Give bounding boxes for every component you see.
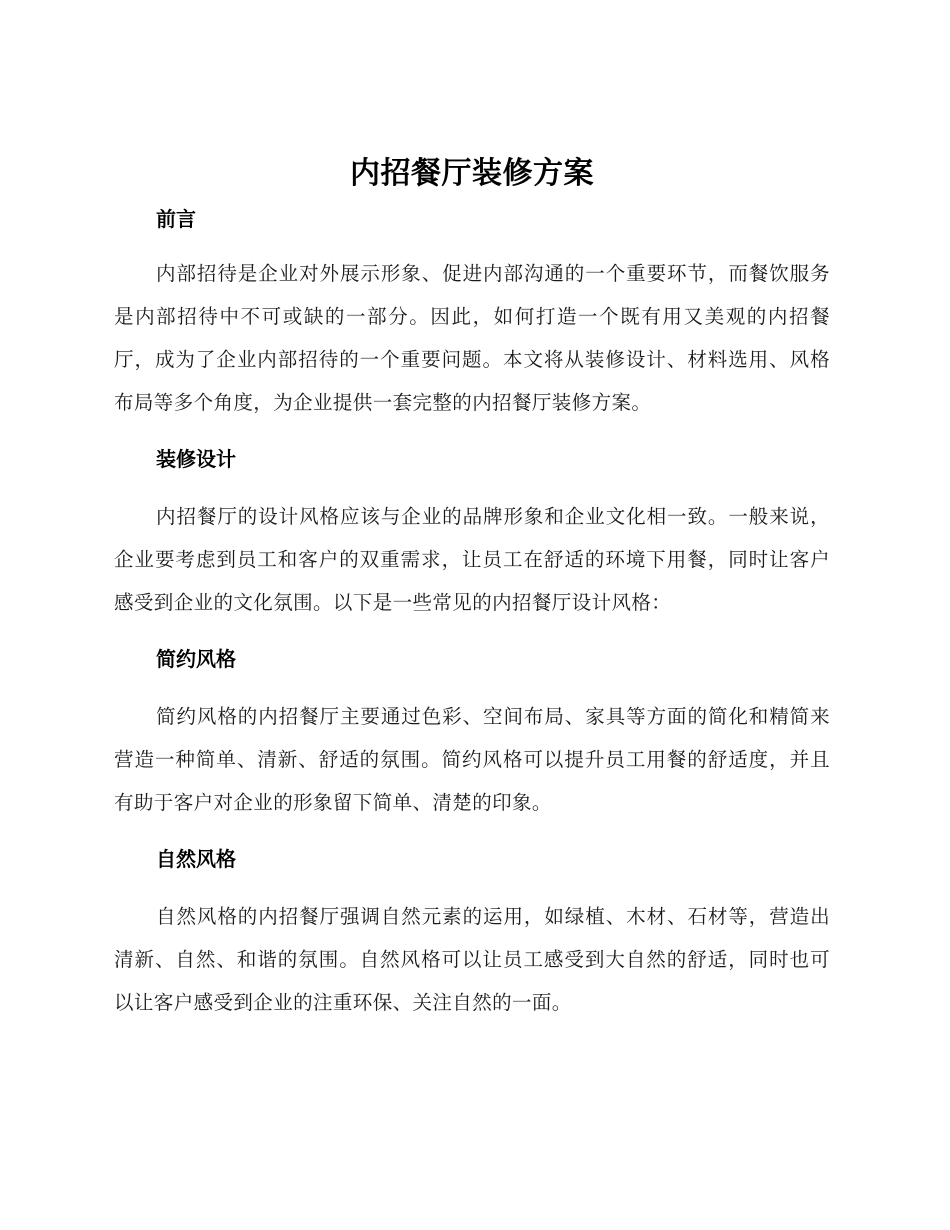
section-heading-natural-style: 自然风格 bbox=[156, 847, 236, 871]
section-paragraph-preface: 内部招待是企业对外展示形象、促进内部沟通的一个重要环节，而餐饮服务是内部招待中不可或缺的一部分。因此，如何打造一个既有用又美观的内招餐厅，成为了企业内部招待的一个重要问题。本文将从装修设计、材料选用、风格布局等多个角度，为企业提供一套完整的内招餐厅装修方案。 bbox=[114, 262, 830, 414]
section-paragraph-design: 内招餐厅的设计风格应该与企业的品牌形象和企业文化相一致。一般来说，企业要考虑到员工和客户的双重需求，让员工在舒适的环境下用餐，同时让客户感受到企业的文化氛围。以下是一些常见的内招餐厅设计风格： bbox=[114, 505, 830, 614]
document-title: 内招餐厅装修方案 bbox=[350, 156, 594, 191]
section-paragraph-natural-style: 自然风格的内招餐厅强调自然元素的运用，如绿植、木材、石材等，营造出清新、自然、和谐的氛围。自然风格可以让员工感受到大自然的舒适，同时也可以让客户感受到企业的注重环保、关注自然的一面。 bbox=[114, 905, 830, 1014]
section-paragraph-simple-style: 简约风格的内招餐厅主要通过色彩、空间布局、家具等方面的简化和精简来营造一种简单、清新、舒适的氛围。简约风格可以提升员工用餐的舒适度，并且有助于客户对企业的形象留下简单、清楚的印象。 bbox=[114, 705, 830, 814]
section-heading-simple-style: 简约风格 bbox=[156, 647, 236, 671]
section-heading-preface: 前言 bbox=[156, 207, 196, 231]
document-body bbox=[114, 148, 830, 1024]
section-heading-design: 装修设计 bbox=[156, 447, 236, 471]
